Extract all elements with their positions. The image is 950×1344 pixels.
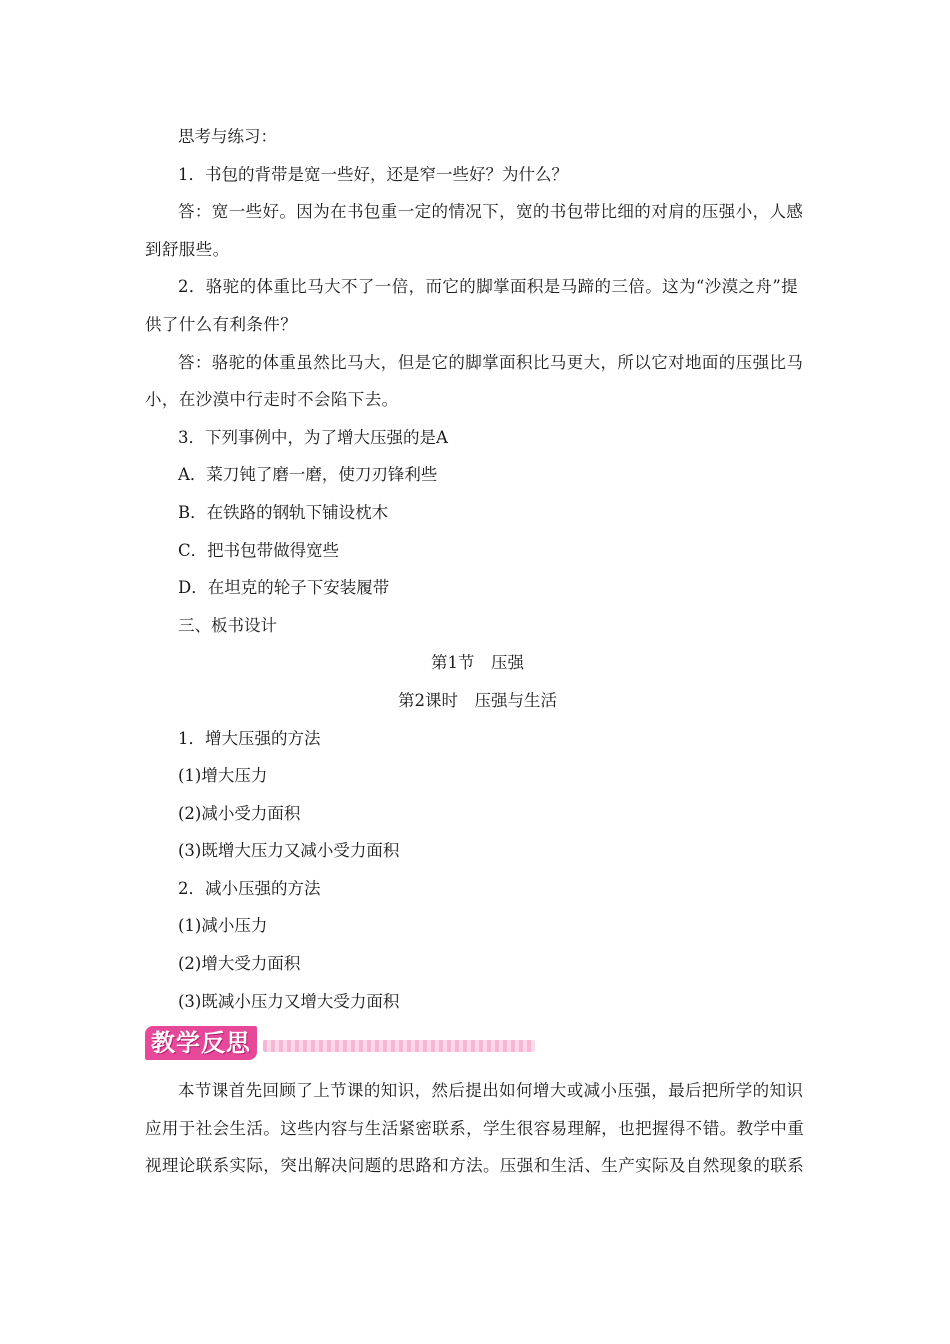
board-item: (2)增大受力面积 [178, 954, 301, 974]
answer-1: 答：宽一些好。因为在书包重一定的情况下，宽的书包带比细的对肩的压强小，人感到舒服些。 [145, 202, 804, 259]
option-c: C．把书包带做得宽些 [178, 540, 340, 560]
answer-2: 答：骆驼的体重虽然比马大，但是它的脚掌面积比马更大，所以它对地面的压强比马小，在沙漠中行走时不会陷下去。 [145, 352, 804, 410]
option-a: A．菜刀钝了磨一磨，使刀刃锋利些 [178, 465, 438, 485]
board-item: (1)增大压力 [178, 766, 268, 786]
practice-heading: 思考与练习： [178, 127, 277, 146]
board-item: 1．增大压强的方法 [178, 728, 321, 748]
reflection-banner [145, 1024, 810, 1064]
option-d: D．在坦克的轮子下安装履带 [178, 578, 390, 598]
question-2: 2．骆驼的体重比马大不了一倍，而它的脚掌面积是马蹄的三倍。这为“沙漠之舟”提供了什么有利条件？ [145, 277, 799, 334]
board-item: (3)既减小压力又增大受力面积 [178, 991, 400, 1011]
board-item: (3)既增大压力又减小受力面积 [178, 841, 400, 861]
document-page [145, 118, 810, 1185]
option-b: B．在铁路的钢轨下铺设枕木 [178, 502, 389, 522]
reflection-text: 本节课首先回顾了上节课的知识，然后提出如何增大或减小压强，最后把所学的知识应用于社会生活。这些内容与生活紧密联系，学生很容易理解，也把握得不错。教学中重视理论联系实际，突出解决问题的思路和方法。压强和生活、生产实际及自然现象的联系 [145, 1081, 805, 1176]
board-item: 2．减小压强的方法 [178, 878, 321, 898]
board-item: (2)减小受力面积 [178, 803, 301, 823]
question-1: 1．书包的背带是宽一些好，还是窄一些好？为什么？ [178, 164, 568, 184]
board-subtitle: 第2课时 压强与生活 [398, 690, 557, 710]
board-item: (1)减小压力 [178, 916, 268, 936]
board-title: 第1节 压强 [431, 653, 524, 673]
reflection-banner-title: 教学反思 [145, 1026, 257, 1060]
question-3: 3．下列事例中，为了增大压强的是A [178, 427, 448, 447]
board-heading: 三、板书设计 [178, 615, 277, 635]
banner-decoration [263, 1040, 535, 1052]
